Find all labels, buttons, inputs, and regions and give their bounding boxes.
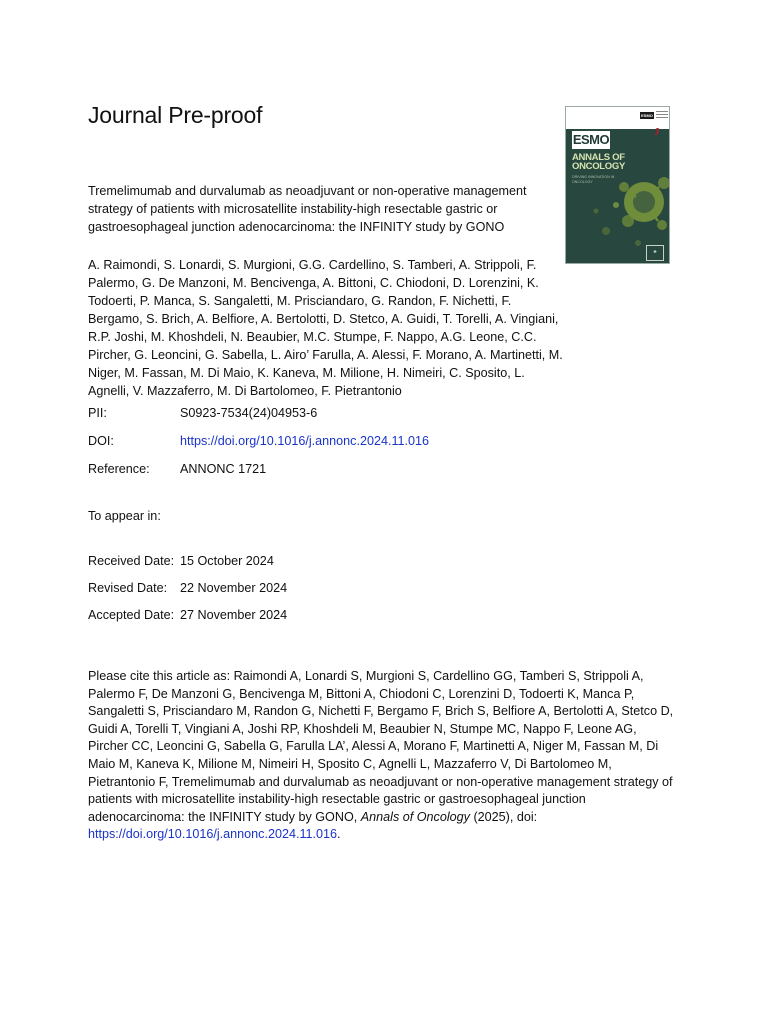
doi-label: DOI: <box>88 434 114 448</box>
citation-doi-link[interactable]: https://doi.org/10.1016/j.annonc.2024.11.016 <box>88 827 338 842</box>
revised-label: Revised Date: <box>88 581 168 595</box>
pii-value: S0923-7534(24)04953-6 <box>180 406 318 420</box>
page-header: Journal Pre-proof <box>88 102 263 128</box>
received-label: Received Date: <box>88 554 175 568</box>
citation-journal: Annals of Oncology <box>360 809 470 824</box>
citation-text: Please cite this article as: Raimondi A, Lonardi S, Murgioni S, Cardellino GG, Tamberi S, Strippoli A, Palermo F, De Manzoni G, Bencivenga M, Bittoni A, Chiodoni C, Lorenzini D, Todoerti K, Manca P, Sangaletti S, Prisciandaro M, Randon G, Nichetti F, Bergamo F, Brich S, Belfiore A, Bertolotti A, Stetco D, Guidi A, Torelli T, Vingiani A, Joshi RP, Khoshdeli M, Beaubier N, Stumpe MC, Nappo F, Leone AG, Pircher CC, Leoncini G, Sabella G, Farulla LA’, Alessi A, Morano F, Martinetti A, Niger M, Fassan M, Di Maio M, Kaneva K, Milione M, Nimeiri H, Sposito C, Agnelli L, Mazzaferro V, Di Bartolomeo M, Pietrantonio F, Tremelimumab and durvalumab as neoadjuvant or non-operative management strategy of patients with microsatellite instability-high resectable gastric or gastroesophageal junction adenocarcinoma: the INFINITY study by GONO, <box>88 669 674 824</box>
appear-label: To appear in: <box>88 509 161 523</box>
author-list: A. Raimondi, S. Lonardi, S. Murgioni, G.G. Cardellino, S. Tamberi, A. Strippoli, F. Palermo, G. De Manzoni, M. Bencivenga, A. Bittoni, C. Chiodoni, D. Lorenzini, K. Todoerti, P. Manca, S. Sangaletti, M. Prisciandaro, G. Randon, F. Nichetti, F. Bergamo, S. Brich, A. Belfiore, A. Bertolotti, D. Stetco, A. Guidi, T. Torelli, A. Vingiani, R.P. Joshi, M. Khoshdeli, N. Beaubier, M.C. Stumpe, F. Nappo, A.G. Leone, C.C. Pircher, G. Leoncini, G. Sabella, L. Airo’ Farulla, A. Alessi, F. Morano, A. Martinetti, M. Niger, M. Fassan, M. Di Maio, K. Kaneva, M. Milione, H. Nimeiri, C. Sposito, L. Agnelli, V. Mazzaferro, M. Di Bartolomeo, F. Pietrantonio <box>88 258 563 398</box>
accepted-value: 27 November 2024 <box>180 608 288 622</box>
accepted-label: Accepted Date: <box>88 608 175 622</box>
cover-society-logo: J <box>654 126 660 138</box>
pii-label: PII: <box>88 406 107 420</box>
cover-esmo-small-logo: ESMO <box>641 113 653 118</box>
reference-label: Reference: <box>88 462 150 476</box>
citation-paragraph <box>88 668 678 844</box>
cover-header-text <box>656 111 668 125</box>
citation-year: (2025), doi: <box>469 809 538 824</box>
revised-value: 22 November 2024 <box>180 581 288 595</box>
doi-link[interactable]: https://doi.org/10.1016/j.annonc.2024.11.016 <box>180 434 430 448</box>
journal-cover-image <box>565 106 670 264</box>
received-value: 15 October 2024 <box>180 554 274 568</box>
cover-publisher-logo: ♣ <box>646 245 664 261</box>
cover-journal-title: ANNALS OF ONCOLOGY <box>572 152 626 172</box>
cover-esmo-logo: ESMO <box>572 132 610 147</box>
cover-tagline: DRIVING INNOVATION IN ONCOLOGY <box>572 175 615 184</box>
citation-end: . <box>337 827 341 842</box>
reference-value: ANNONC 1721 <box>180 462 267 476</box>
article-title: Tremelimumab and durvalumab as neoadjuvant or non-operative management strategy of patients with microsatellite instability-high resectable gastric or gastroesophageal junction adenocarcinoma: the INFINITY study by GONO <box>88 184 527 234</box>
